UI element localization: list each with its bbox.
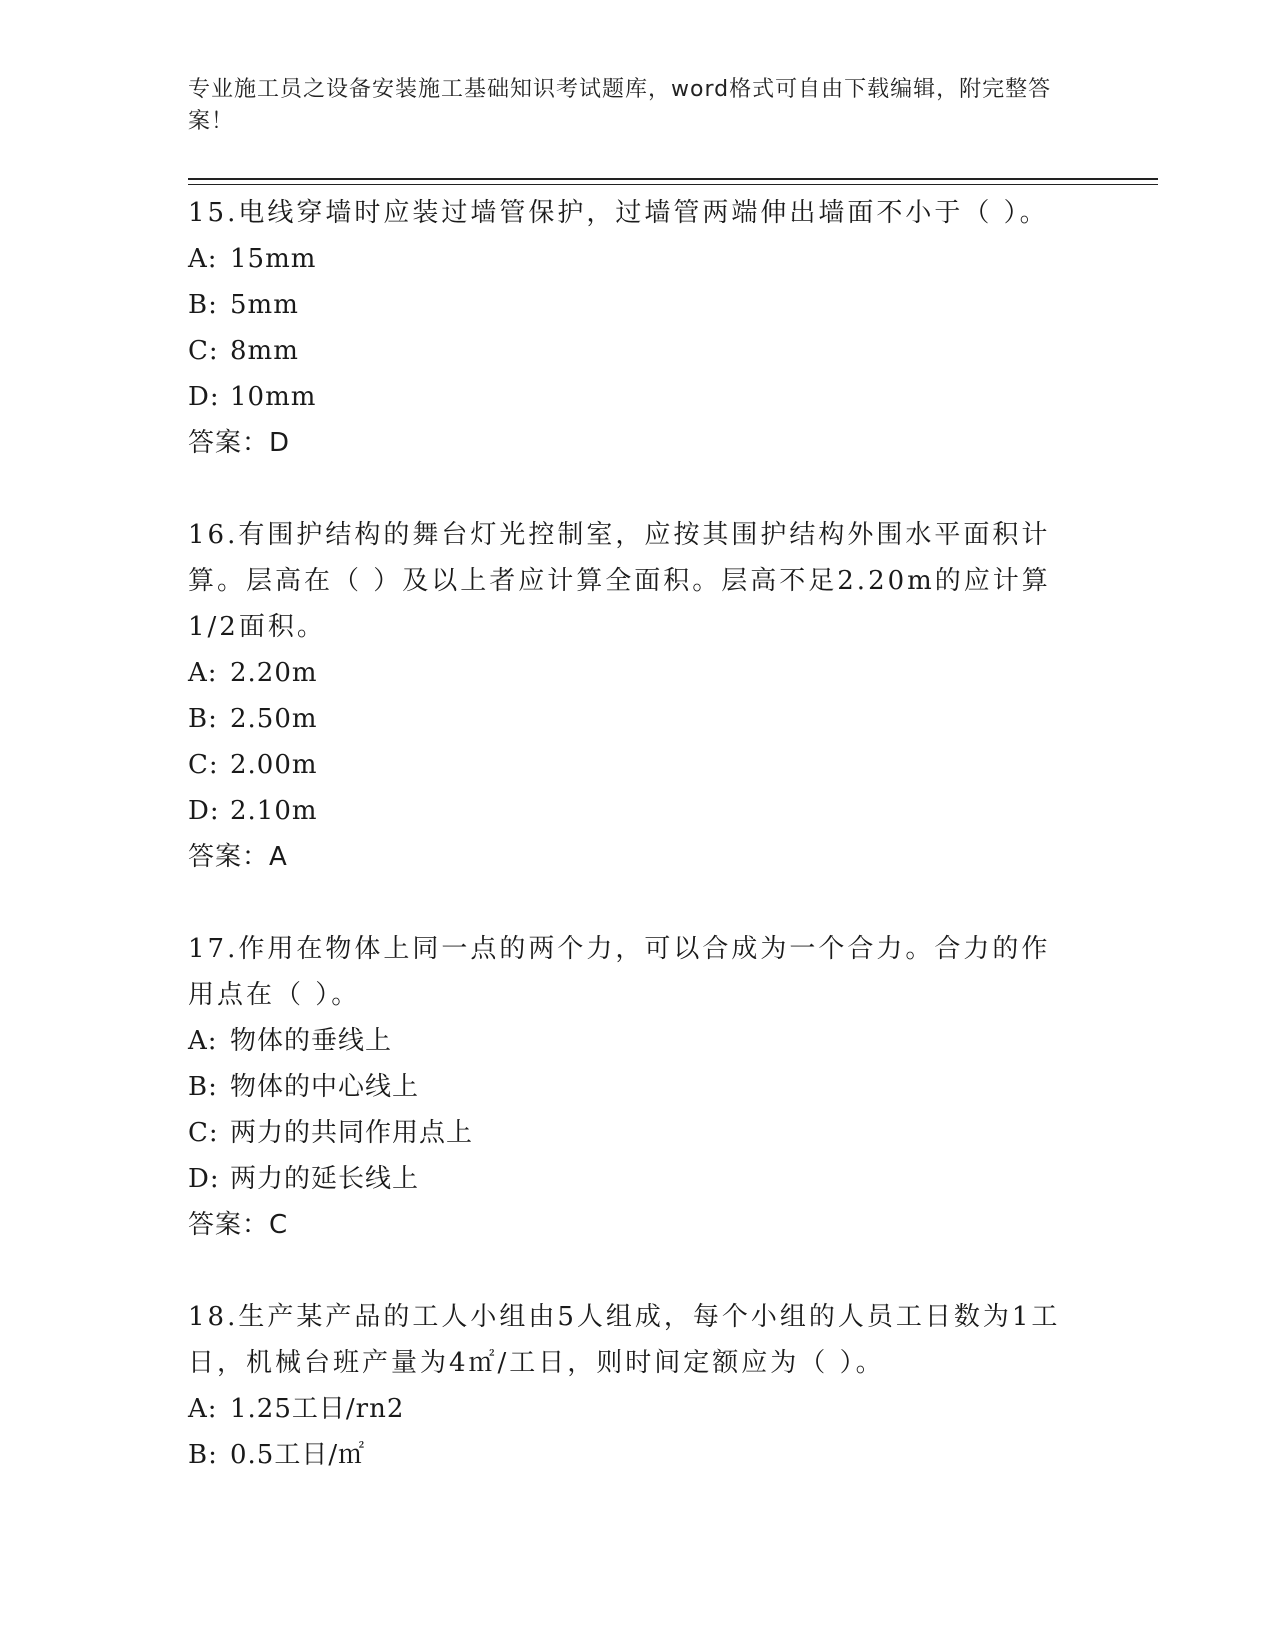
question-stem: 16.有围护结构的舞台灯光控制室，应按其围护结构外围水平面积计算。层高在（ ）及以上者应计算全面积。层高不足2.20m的应计算1/2面积。	[188, 520, 1051, 642]
option-text: 2.50m	[230, 704, 318, 734]
option-text: 10mm	[230, 382, 317, 412]
option-b	[188, 696, 1078, 742]
option-d	[188, 1156, 1078, 1202]
option-a	[188, 1386, 1078, 1432]
option-label: D:	[188, 382, 220, 412]
option-text: 物体的中心线上	[230, 1072, 420, 1102]
question-stem: 15.电线穿墙时应装过墙管保护，过墙管两端伸出墙面不小于（ ）。	[188, 198, 1049, 228]
option-label: A:	[188, 244, 218, 274]
question-18	[188, 1294, 1078, 1478]
option-text: 15mm	[230, 244, 317, 274]
question-stem: 17.作用在物体上同一点的两个力，可以合成为一个合力。合力的作用点在（ ）。	[188, 934, 1051, 1010]
question-list	[188, 190, 1078, 1524]
option-a	[188, 650, 1078, 696]
answer-line: 答案：A	[188, 842, 288, 872]
question-17	[188, 926, 1078, 1248]
header-rule-thick	[188, 178, 1158, 180]
option-text: 5mm	[230, 290, 299, 320]
option-text: 8mm	[230, 336, 299, 366]
option-label: D:	[188, 796, 220, 826]
option-c	[188, 742, 1078, 788]
option-a	[188, 236, 1078, 282]
option-label: A:	[188, 1026, 218, 1056]
option-a	[188, 1018, 1078, 1064]
option-label: B:	[188, 1440, 218, 1470]
option-text: 两力的延长线上	[230, 1164, 420, 1194]
option-label: C:	[188, 336, 219, 366]
option-label: B:	[188, 290, 218, 320]
option-text: 2.00m	[230, 750, 318, 780]
option-text: 两力的共同作用点上	[230, 1118, 474, 1148]
option-text: 1.25工日/rn2	[230, 1394, 405, 1424]
option-label: A:	[188, 1394, 218, 1424]
question-15	[188, 190, 1078, 466]
option-text: 0.5工日/㎡	[230, 1440, 366, 1470]
option-c	[188, 1110, 1078, 1156]
option-d	[188, 788, 1078, 834]
option-label: C:	[188, 750, 219, 780]
question-16	[188, 512, 1078, 880]
question-stem: 18.生产某产品的工人小组由5人组成，每个小组的人员工日数为1工日，机械台班产量为4㎡/工日，则时间定额应为（ ）。	[188, 1302, 1061, 1378]
answer-line: 答案：C	[188, 1210, 289, 1240]
option-d	[188, 374, 1078, 420]
answer-line: 答案：D	[188, 428, 291, 458]
option-label: A:	[188, 658, 218, 688]
option-b	[188, 1432, 1078, 1478]
option-text: 2.20m	[230, 658, 318, 688]
header-rule-thin	[188, 184, 1158, 185]
option-b	[188, 1064, 1078, 1110]
option-label: C:	[188, 1118, 219, 1148]
document-header: 专业施工员之设备安装施工基础知识考试题库，word格式可自由下载编辑，附完整答案！	[188, 77, 1052, 134]
option-label: D:	[188, 1164, 220, 1194]
option-label: B:	[188, 1072, 218, 1102]
option-text: 2.10m	[230, 796, 318, 826]
option-text: 物体的垂线上	[230, 1026, 393, 1056]
option-label: B:	[188, 704, 218, 734]
option-c	[188, 328, 1078, 374]
option-b	[188, 282, 1078, 328]
